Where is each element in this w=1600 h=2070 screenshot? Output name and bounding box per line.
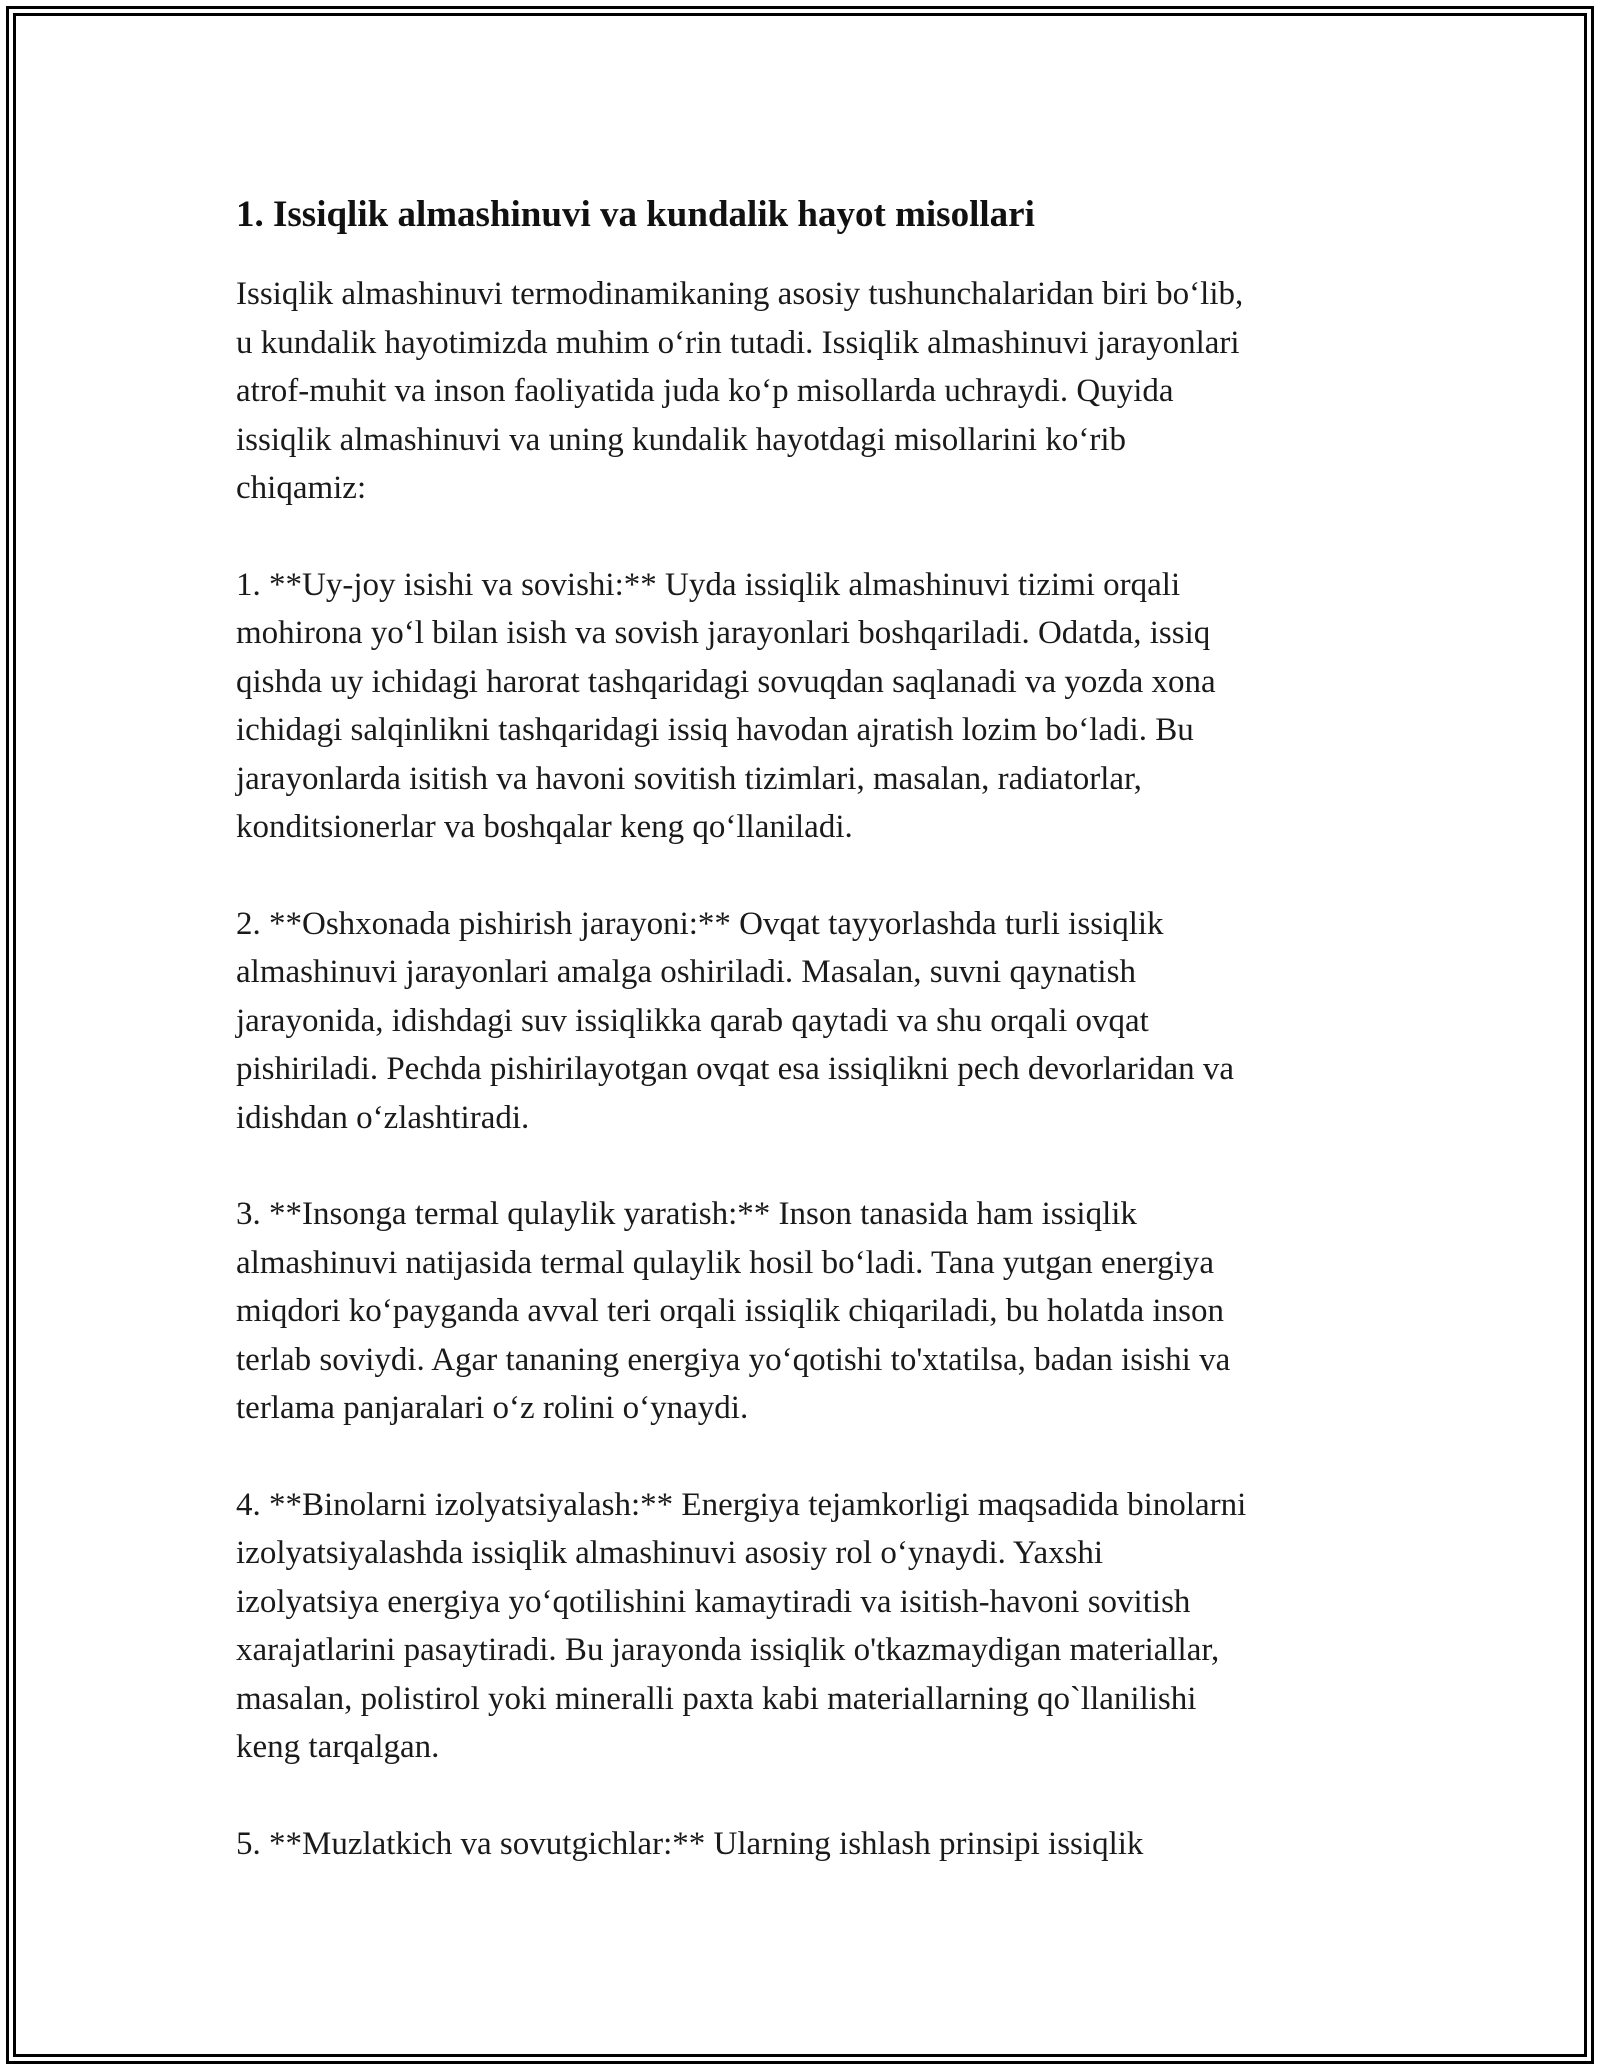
paragraph-item-3: 3. **Insonga termal qulaylik yaratish:** Inson tanasida ham issiqlik almashinuvi natijasida termal qulaylik hosil bo‘ladi. Tana yutgan energiya miqdori ko‘payganda avval teri orqali issiqlik chiqariladi, bu holatda inson terlab soviydi. Agar tananing energiya yo‘qotishi to'xtatilsa, badan isishi va terlama panjaralari o‘z rolini o‘ynaydi. bbox=[236, 1196, 1231, 1426]
paragraph-intro: Issiqlik almashinuvi termodinamikaning asosiy tushunchalaridan biri bo‘lib, u kundalik hayotimizda muhim o‘rin tutadi. Issiqlik almashinuvi jarayonlari atrof-muhit va inson faoliyatida juda ko‘p misollarda uchraydi. Quyida issiqlik almashinuvi va uning kundalik hayotdagi misollarini ko‘rib chiqamiz: bbox=[236, 276, 1244, 506]
paragraph-item-4: 4. **Binolarni izolyatsiyalash:** Energiya tejamkorligi maqsadida binolarni izolyatsiyalashda issiqlik almashinuvi asosiy rol o‘ynaydi. Yaxshi izolyatsiya energiya yo‘qotilishini kamaytiradi va isitish-havoni sovitish xarajatlarini pasaytiradi. Bu jarayonda issiqlik o'tkazmaydigan materiallar, masalan, polistirol yoki mineralli paxta kabi materiallarning qo`llanilishi keng tarqalgan. bbox=[236, 1486, 1247, 1765]
paragraph-item-1: 1. **Uy-joy isishi va sovishi:** Uyda issiqlik almashinuvi tizimi orqali mohirona yo‘l bilan isish va sovish jarayonlari boshqariladi. Odatda, issiq qishda uy ichidagi harorat tashqaridagi sovuqdan saqlanadi va yozda xona ichidagi salqinlikni tashqaridagi issiq havodan ajratish lozim bo‘ladi. Bu jarayonlarda isitish va havoni sovitish tizimlari, masalan, radiatorlar, konditsionerlar va boshqalar keng qo‘llaniladi. bbox=[236, 566, 1216, 845]
paragraph-item-5: 5. **Muzlatkich va sovutgichlar:** Ularning ishlash prinsipi issiqlik bbox=[236, 1825, 1144, 1862]
paragraph-item-2: 2. **Oshxonada pishirish jarayoni:** Ovqat tayyorlashda turli issiqlik almashinuvi jarayonlari amalga oshiriladi. Masalan, suvni qaynatish jarayonida, idishdagi suv issiqlikka qarab qaytadi va shu orqali ovqat pishiriladi. Pechda pishirilayotgan ovqat esa issiqlikni pech devorlaridan va idishdan o‘zlashtiradi. bbox=[236, 905, 1235, 1136]
document-body bbox=[236, 186, 1376, 1916]
document-title: 1. Issiqlik almashinuvi va kundalik hayot misollari bbox=[236, 194, 1035, 235]
